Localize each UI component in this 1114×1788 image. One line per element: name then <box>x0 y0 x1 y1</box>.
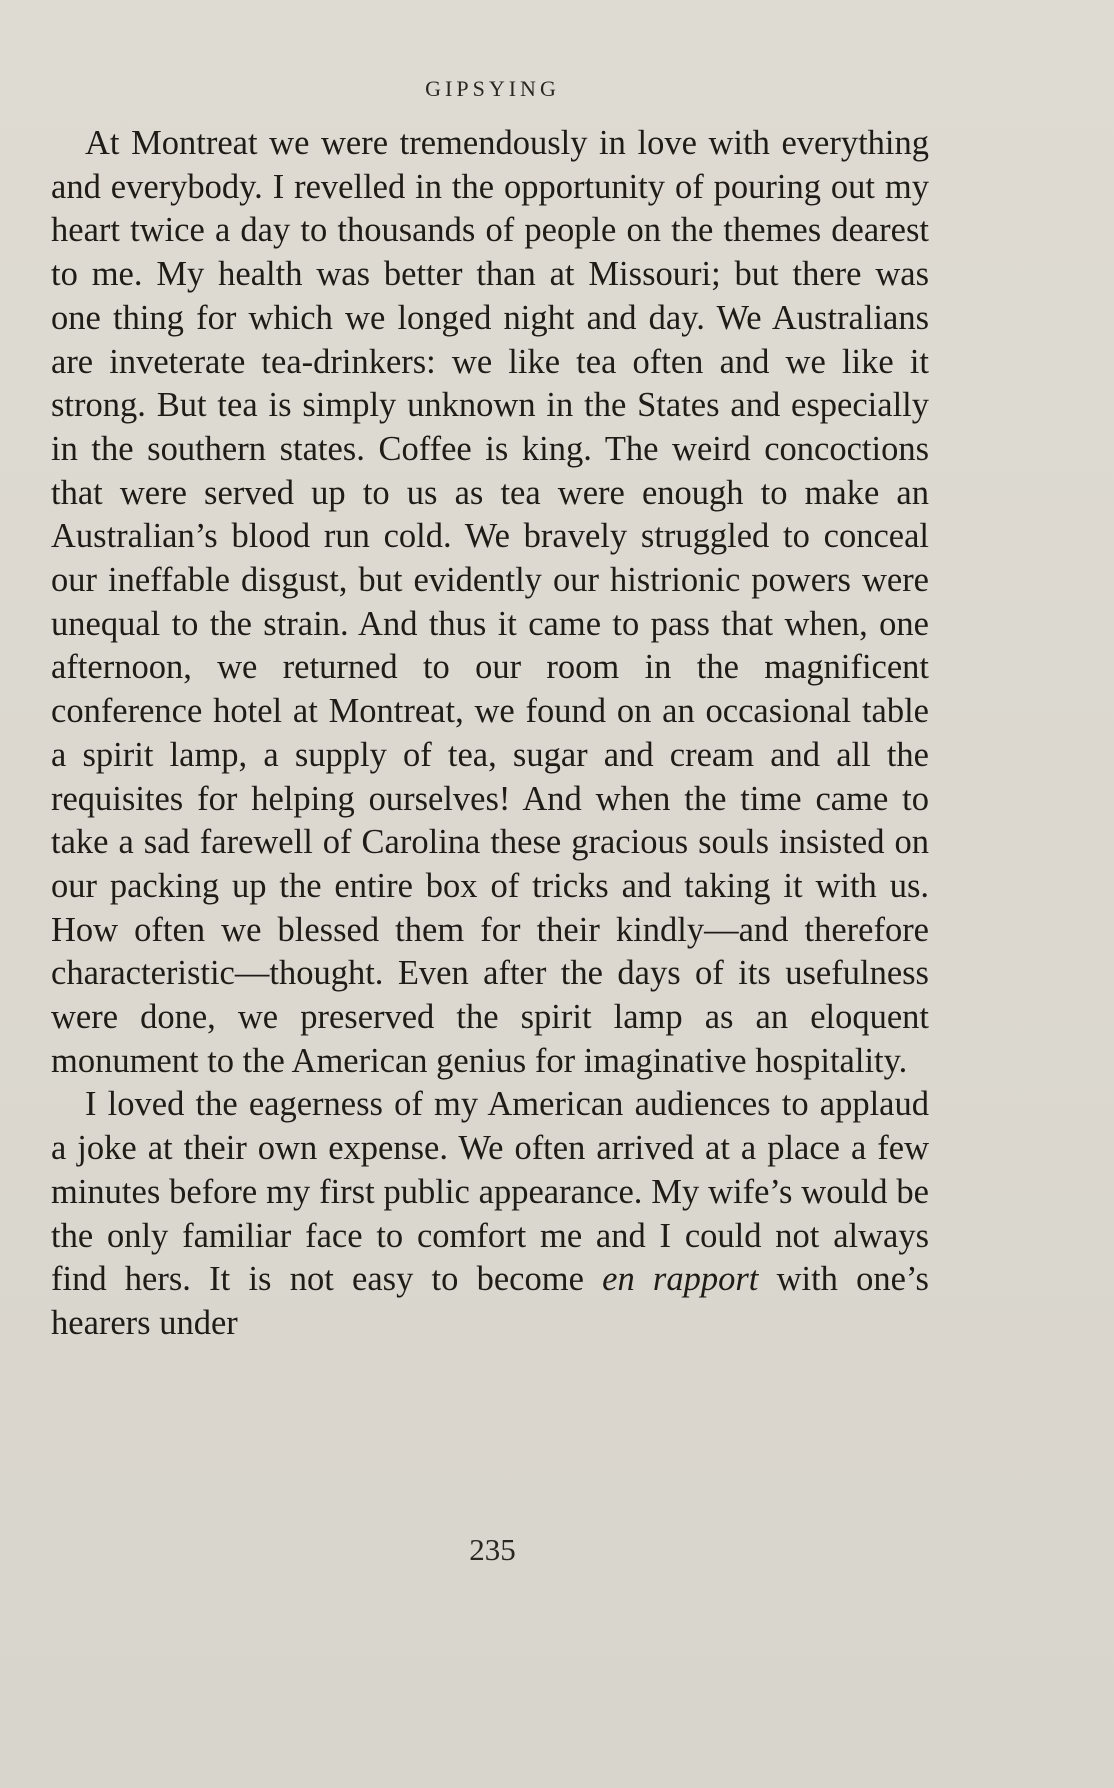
paragraph-2-text-before: I loved the eagerness of my American audiences to applaud a joke at their own expense. We often arrived at a place a few minutes before my first public appearance. My wife’s would be the only familiar face to comfort me and I could not always find hers. It is not easy to become <box>51 1085 929 1299</box>
paragraph-1: At Montreat we were tremendously in love with everything and everybody. I revelled in the opportunity of pouring out my heart twice a day to thousands of people on the themes dearest to me. My health was better than at Missouri; but there was one thing for which we longed night and day. We Australians are inveterate tea-drinkers: we like tea often and we like it strong. But tea is simply unknown in the States and especially in the southern states. Coffee is king. The weird concoctions that were served up to us as tea were enough to make an Australian’s blood run cold. We bravely struggled to conceal our ineffable disgust, but evidently our histrionic powers were unequal to the strain. And thus it came to pass that when, one afternoon, we returned to our room in the magnificent conference hotel at Montreat, we found on an occasional table a spirit lamp, a supply of tea, sugar and cream and all the requisites for helping ourselves! And when the time came to take a sad farewell of Carolina these gracious souls insisted on our packing up the entire box of tricks and taking it with us. How often we blessed them for their kindly—and therefore characteristic—thought. Even after the days of its usefulness were done, we preserved the spirit lamp as an eloquent monument to the American genius for imaginative hospitality. <box>51 124 929 1080</box>
page-number: 235 <box>469 1532 516 1567</box>
paragraph-2 <box>51 1083 929 1345</box>
body-text <box>51 122 929 1346</box>
paragraph-2-text-after: with one’s hearers under <box>51 1260 929 1342</box>
italic-phrase: en rapport <box>602 1260 759 1299</box>
running-head: GIPSYING <box>425 76 560 101</box>
